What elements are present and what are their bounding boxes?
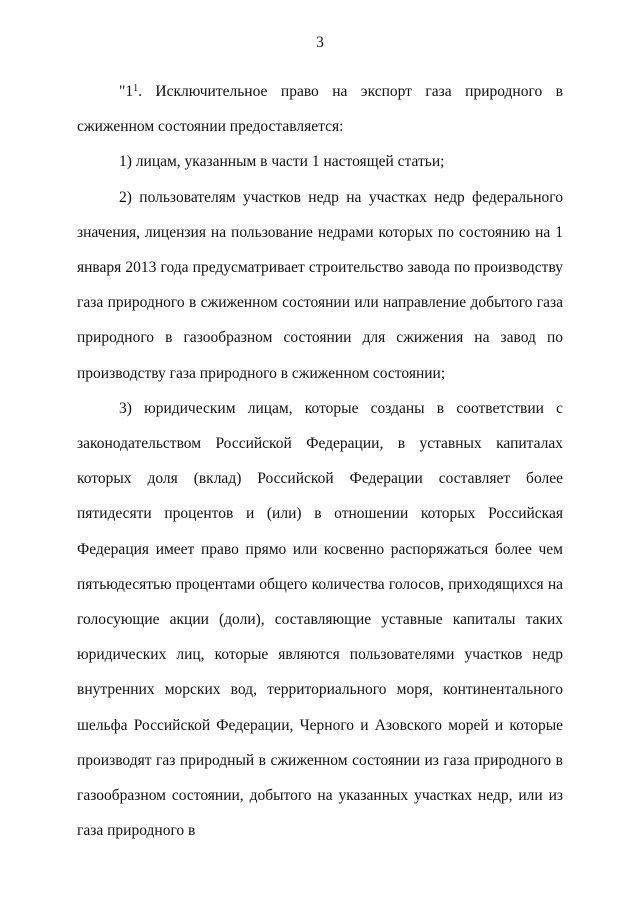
intro-superscript: 1 <box>133 83 139 94</box>
document-body <box>77 74 563 848</box>
paragraph-intro <box>77 74 563 144</box>
intro-text: . Исключительное право на экспорт газа природного в сжиженном состоянии предоставляется: <box>77 83 563 136</box>
intro-prefix: "1 <box>119 83 134 100</box>
paragraph-item-3: 3) юридическим лицам, которые созданы в соответствии с законодательством Российской Федерации, в уставных капиталах которых доля (вклад) Российской Федерации составляет более пятидесяти процентов и (или) в отношении которых Российская Федерация имеет право прямо или косвенно распоряжаться более чем пятьюдесятью процентами общего количества голосов, приходящихся на голосующие акции (доли), составляющие уставные капиталы таких юридических лиц, которые являются пользователями участков недр внутренних морских вод, территориального моря, континентального шельфа Российской Федерации, Черного и Азовского морей и которые производят газ природный в сжиженном состоянии из газа природного в газообразном состоянии, добытого на указанных участках недр, или из газа природного в <box>77 399 563 840</box>
paragraph-item-2: 2) пользователям участков недр на участках недр федерального значения, лицензия на пользование недрами которых по состоянию на 1 января 2013 года предусматривает строительство завода по производству газа природного в сжиженном состоянии или направление добытого газа природного в газообразном состоянии для сжижения на завод по производству газа природного в сжиженном состоянии; <box>77 188 563 382</box>
page-number: 3 <box>316 34 324 51</box>
paragraph-item-1: 1) лицам, указанным в части 1 настоящей статьи; <box>119 153 445 171</box>
